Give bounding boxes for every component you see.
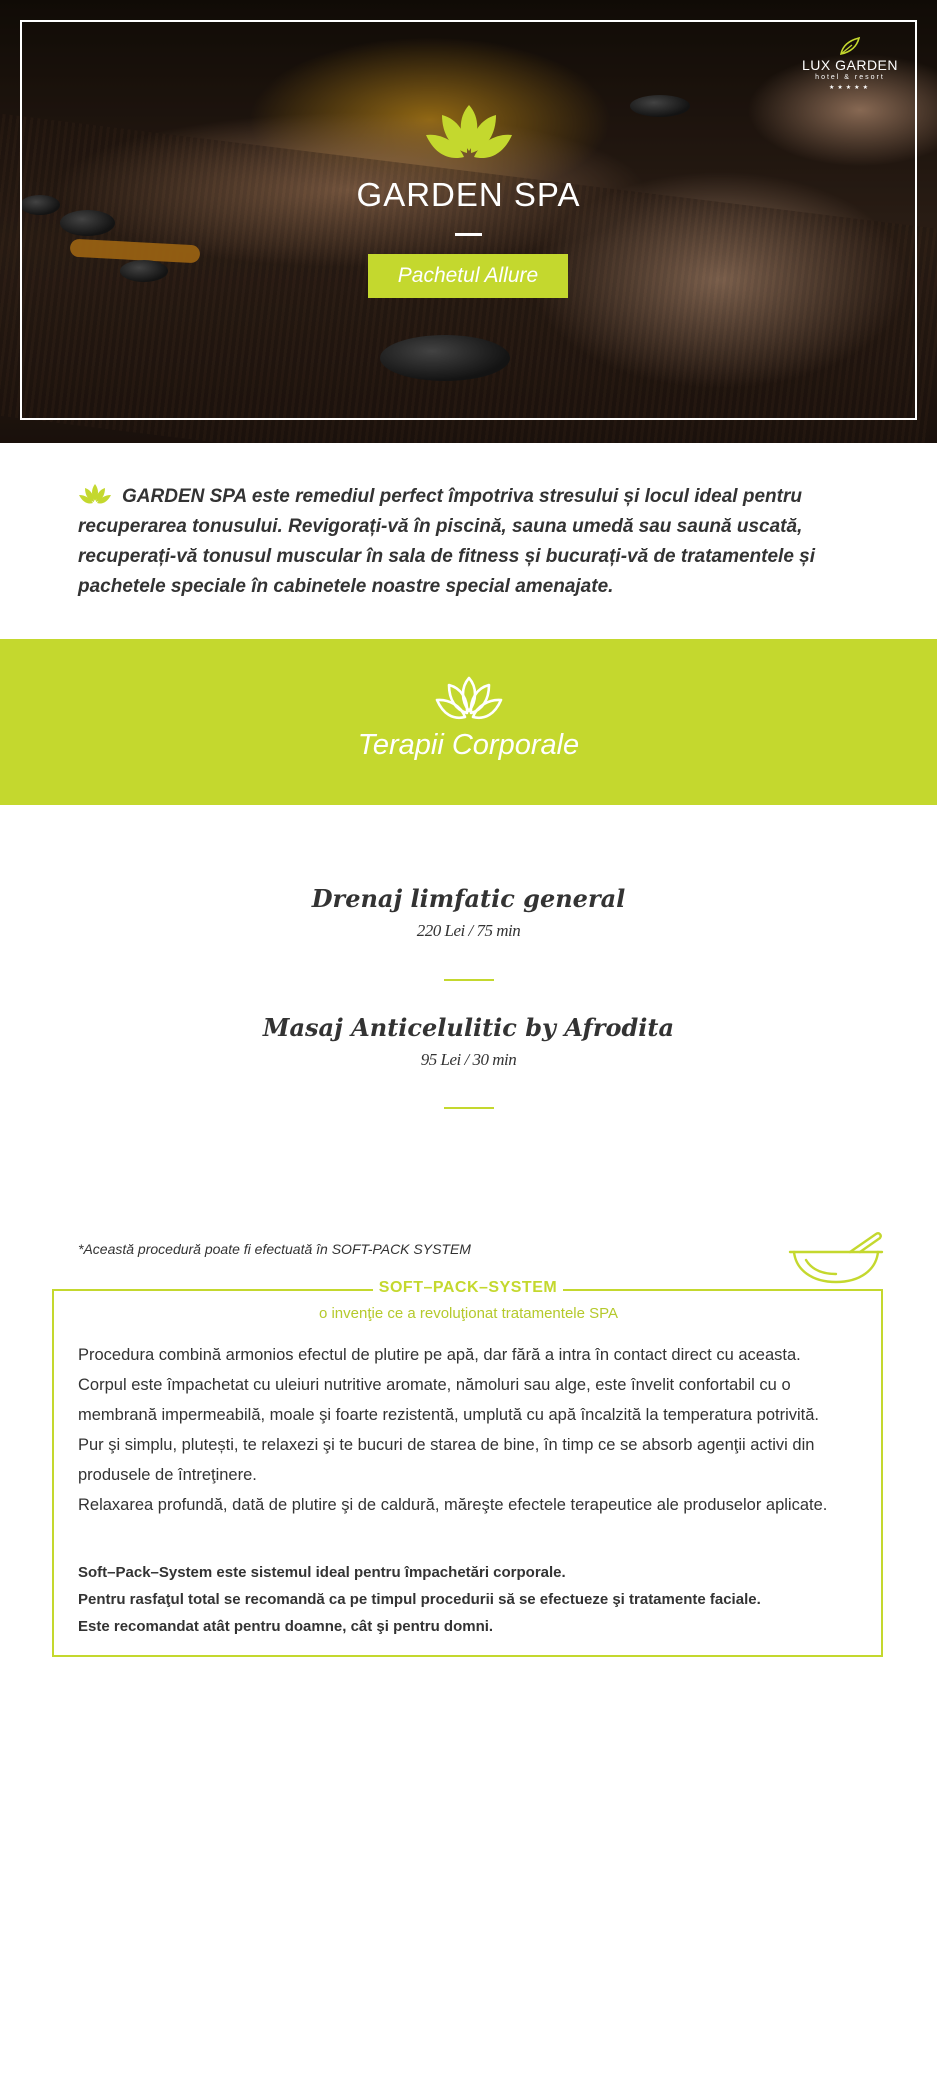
logo-subtitle: hotel & resort (815, 74, 885, 81)
logo-name: LUX GARDEN (801, 57, 899, 73)
treatment-divider (444, 979, 494, 981)
description-line: Pur şi simplu, plutești, te relaxezi şi te bucuri de starea de bine, în timp ce se absorb agenţii activi din produsele de întreţinere. (78, 1436, 815, 1484)
treatment-price: 95 Lei / 30 min (420, 1050, 517, 1069)
hero-banner (0, 0, 937, 443)
treatment-name: Masaj Anticelulitic by Afrodita (262, 1013, 675, 1042)
treatment-price: 220 Lei / 75 min (416, 921, 521, 940)
treatment-name: Drenaj limfatic general (311, 884, 626, 913)
lotus-icon (424, 103, 514, 165)
section-banner (0, 639, 937, 805)
softpack-note: *Această procedură poate fi efectuată în SOFT-PACK SYSTEM (78, 1241, 471, 1257)
softpack-highlights (78, 1559, 868, 1640)
softpack-subtitle: o invenţie ce a revoluţionat tratamentele SPA (318, 1305, 619, 1322)
treatment-item (0, 1013, 937, 1070)
intro-paragraph (78, 482, 882, 602)
highlight-line: Pentru rasfaţul total se recomandă ca pe timpul procedurii să se efectueze şi tratamente faciale. (78, 1591, 761, 1608)
lotus-icon (434, 675, 504, 723)
mortar-bowl-icon (784, 1230, 888, 1288)
intro-text: GARDEN SPA este remediul perfect împotriva stresului și locul ideal pentru recuperarea tonusului. Revigorați-vă în piscină, sauna umedă sau saună uscată, recuperați-vă tonusul muscular în sala de fitness și bucurați-vă de tratamentele și pachetele speciale în cabinetele noastre special amenajate. (78, 486, 816, 597)
treatment-item (0, 884, 937, 941)
leaf-icon (837, 36, 863, 56)
highlight-line: Este recomandat atât pentru doamne, cât şi pentru domni. (78, 1618, 494, 1635)
description-line: Corpul este împachetat cu uleiuri nutritive aromate, nămoluri sau alge, este învelit confortabil cu o membrană impermeabilă, moale şi foarte rezistentă, umplută cu apă încalzită la temperatura potrivită. (78, 1376, 820, 1424)
package-badge[interactable]: Pachetul Allure (368, 254, 568, 298)
softpack-description (78, 1340, 868, 1520)
description-line: Relaxarea profundă, dată de plutire şi de caldură, măreşte efectele terapeutice ale produselor aplicate. (78, 1496, 828, 1514)
hero-title: GARDEN SPA (356, 176, 581, 213)
treatment-divider (444, 1107, 494, 1109)
description-line: Procedura combină armonios efectul de plutire pe apă, dar fără a intra în contact direct cu aceasta. (78, 1346, 801, 1364)
highlight-line: Soft–Pack–System este sistemul ideal pentru împachetări corporale. (78, 1564, 566, 1581)
lotus-icon (78, 483, 112, 505)
section-title: Terapii Corporale (357, 729, 580, 761)
hero-divider (455, 233, 482, 236)
softpack-title: SOFT–PACK–SYSTEM (373, 1279, 563, 1297)
logo-stars: ★★★★★ (829, 85, 871, 91)
lux-garden-logo[interactable] (800, 36, 900, 91)
hero-frame (20, 20, 917, 420)
